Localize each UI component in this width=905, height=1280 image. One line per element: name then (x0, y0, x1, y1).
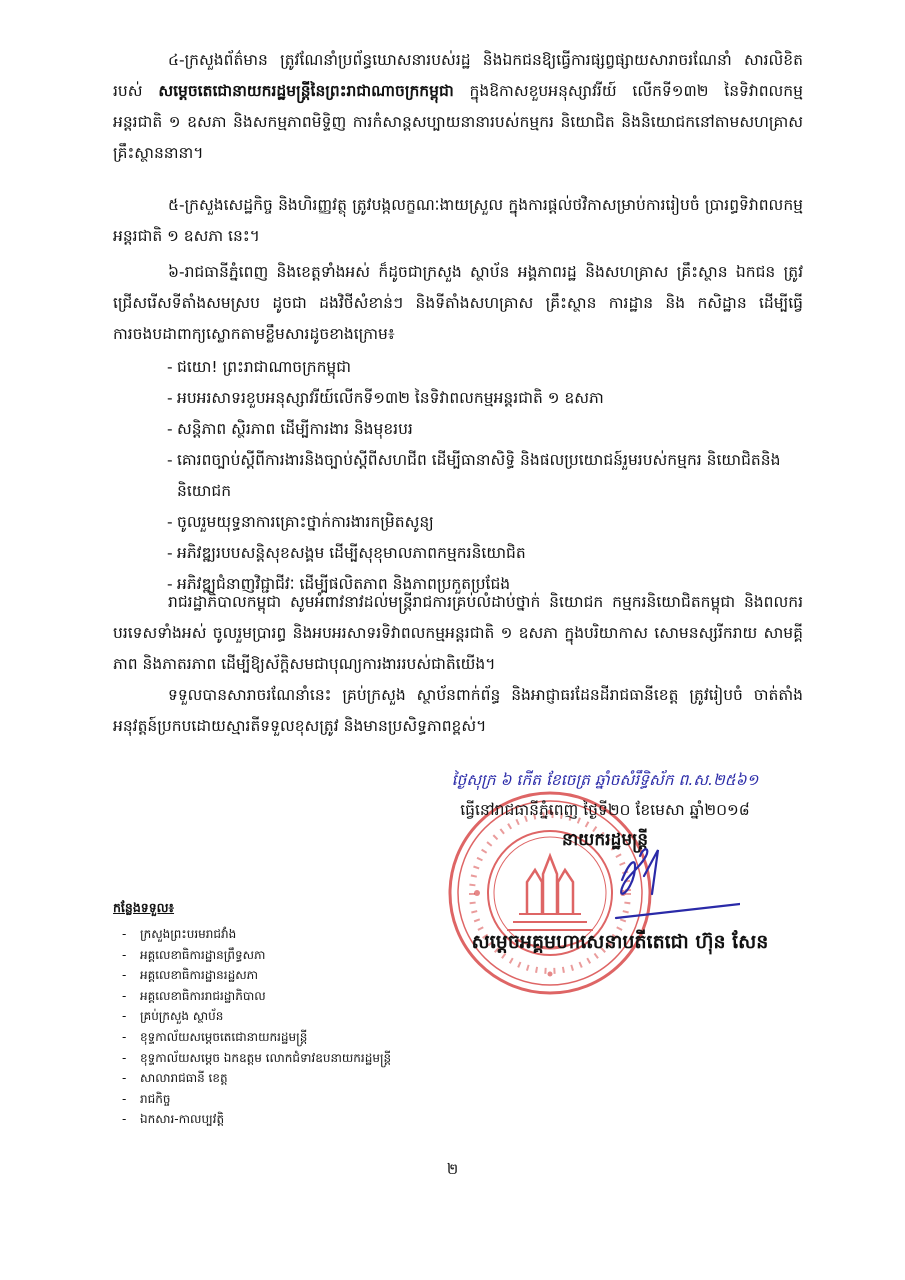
paragraph-4-text: ៤-ក្រសួងព័ត៌មាន ត្រូវណែនាំប្រព័ន្ធឃោសនារបស់រដ្ឋ និងឯកជនឱ្យធ្វើការផ្សព្វផ្សាយសារាចរណែនាំ សារលិខិតរបស់ (113, 51, 803, 100)
recipient-item: - គ្រប់ក្រសួង ស្ថាប័ន (122, 1006, 391, 1027)
slogan-list (167, 352, 807, 600)
paragraph-4-bold: សម្តេចតេជោនាយករដ្ឋមន្ត្រីនៃព្រះរាជាណាចក្រកម្ពុជា (158, 82, 454, 100)
slogan-item: - សន្តិភាព ស្ថិរភាព ដើម្បីការងារ និងមុខរបរ (167, 414, 807, 445)
paragraph-4-text-end: ក្នុងឱកាសខួបអនុស្សាវរីយ៍ លើកទី១៣២ នៃទិវាពលកម្មអន្តរជាតិ ១ ឧសភា និងសកម្មភាពមិទ្ទិញ ការកំសាន្តសប្បាយនានារបស់កម្មករ និយោជិត និងនិយោជកនៅតាមសហគ្រាស គ្រឹះស្ថាននានា។ (113, 82, 803, 162)
recipient-item: - អគ្គលេខាធិការដ្ឋានព្រឹទ្ធសភា (122, 945, 391, 966)
slogan-item: - ជយោ! ព្រះរាជាណាចក្រកម្ពុជា (167, 352, 807, 383)
recipient-item: - សាលារាជធានី ខេត្ត (122, 1068, 391, 1089)
slogan-item: - អភិវឌ្ឍជំនាញវិជ្ជាជីវៈ ដើម្បីផលិតភាព និងភាពប្រកួតប្រជែង (167, 569, 807, 600)
recipient-item: - រាជកិច្ច (122, 1089, 391, 1110)
slogan-item: - ចូលរួមយុទ្ធនាការគ្រោះថ្នាក់ការងារកម្រិតសូន្យ (167, 507, 807, 538)
paragraph-8: ទទួលបានសារាចរណែនាំនេះ គ្រប់ក្រសួង ស្ថាប័នពាក់ព័ន្ធ និងអាជ្ញាធរដែនដីរាជធានីខេត្ត ត្រូវរៀបចំ ចាត់តាំងអនុវត្តន៍ប្រកបដោយស្មារតីទទួលខុសត្រូវ និងមានប្រសិទ្ធភាពខ្ពស់។ (113, 686, 803, 735)
paragraph-5: ៥-ក្រសួងសេដ្ឋកិច្ច និងហិរញ្ញវត្ថុ ត្រូវបង្កលក្ខណៈងាយស្រួល ក្នុងការផ្តល់ថវិកាសម្រាប់ការរៀបចំ ប្រារព្ធទិវាពលកម្មអន្តរជាតិ ១ ឧសភា នេះ។ (113, 196, 803, 245)
slogan-item: - អភិវឌ្ឍរបបសន្តិសុខសង្គម ដើម្បីសុខុមាលភាពកម្មករនិយោជិត (167, 538, 807, 569)
paragraph-4 (113, 45, 803, 169)
handwritten-signature-icon (560, 820, 740, 930)
recipient-item: - អគ្គលេខាធិការរាជរដ្ឋាភិបាល (122, 986, 391, 1007)
recipients-heading: កន្លែងទទួល៖ (113, 900, 175, 915)
recipient-item: - ក្រសួងព្រះបរមរាជវាំង (122, 924, 391, 945)
recipient-item: - ឯកសារ-កាលប្បវត្តិ (122, 1109, 391, 1130)
signer-title: នាយករដ្ឋមន្ត្រី (562, 830, 648, 850)
recipient-item: - ខុទ្ទកាល័យសម្តេចតេជោនាយករដ្ឋមន្ត្រី (122, 1027, 391, 1048)
slogan-item: - គោរពច្បាប់ស្តីពីការងារនិងច្បាប់ស្តីពីសហជីព ដើម្បីធានាសិទ្ធិ និងផលប្រយោជន៍រួមរបស់កម្មករ និយោជិតនិងនិយោជក (167, 445, 807, 507)
slogan-item: - អបអរសាទរខួបអនុស្សាវរីយ៍លើកទី១៣២ នៃទិវាពលកម្មអន្តរជាតិ ១ ឧសភា (167, 383, 807, 414)
signer-name: សម្តេចអគ្គមហាសេនាបតីតេជោ ហ៊ុន សែន (471, 931, 769, 953)
recipient-item: - ខុទ្ទកាល័យសម្តេច ឯកឧត្តម លោកជំទាវឧបនាយករដ្ឋមន្ត្រី (122, 1048, 391, 1069)
recipients-list (122, 924, 391, 1130)
page-number: ២ (446, 1160, 459, 1178)
lunar-date: ថ្ងៃសុក្រ ៦ កើត ខែចេត្រ ឆ្នាំចសំរឹទ្ធិស័ក ព.ស.២៥៦១ (451, 771, 759, 789)
paragraph-7: រាជរដ្ឋាភិបាលកម្ពុជា សូមអំពាវនាវដល់មន្ត្រីរាជការគ្រប់លំដាប់ថ្នាក់ និយោជក កម្មករនិយោជិតកម្ពុជា និងពលករបរទេសទាំងអស់ ចូលរួមប្រារព្ធ និងអបអរសាទរទិវាពលកម្មអន្តរជាតិ ១ ឧសភា ក្នុងបរិយាកាស សោមនស្សរីករាយ សាមគ្គីភាព និងភាតរភាព ដើម្បីឱ្យស័ក្តិសមជាបុណ្យការងាររបស់ជាតិយើង។ (113, 593, 803, 673)
recipient-item: - អគ្គលេខាធិការដ្ឋានរដ្ឋសភា (122, 965, 391, 986)
paragraph-6: ៦-រាជធានីភ្នំពេញ និងខេត្តទាំងអស់ ក៏ដូចជាក្រសួង ស្ថាប័ន អង្គភាពរដ្ឋ និងសហគ្រាស គ្រឹះស្ថាន ឯកជន ត្រូវជ្រើសរើសទីតាំងសមស្រប ដូចជា ដងវិថីសំខាន់ៗ និងទីតាំងសហគ្រាស គ្រឹះស្ថាន ការដ្ឋាន និង កសិដ្ឋាន ដើម្បីធ្វើការចងបដាពាក្យស្លោកតាមខ្លឹមសារដូចខាងក្រោម៖ (113, 263, 803, 343)
solar-date: ធ្វើនៅរាជធានីភ្នំពេញ ថ្ងៃទី២០ ខែមេសា ឆ្នាំ២០១៨ (460, 801, 750, 819)
